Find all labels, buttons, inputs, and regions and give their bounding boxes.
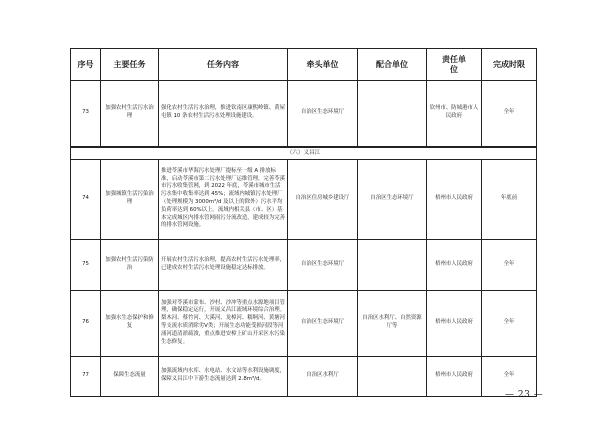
task-table — [70, 48, 537, 397]
row-task: 加强城镇生活污染治理 — [101, 159, 159, 239]
row-number: 75 — [71, 239, 101, 290]
header-lead: 牵头单位 — [288, 49, 358, 81]
row-number: 74 — [71, 159, 101, 239]
section-row — [71, 147, 537, 160]
row-lead-unit: 自治区生态环境厅 — [288, 239, 358, 290]
row-deadline: 全年 — [482, 239, 537, 290]
row-coop-unit: 自治区生态环境厅 — [358, 159, 427, 239]
row-resp-unit: 梧州市人民政府 — [427, 356, 482, 396]
row-task: 加强水生态保护和修复 — [101, 290, 159, 356]
row-content: 加强对苓溪市蒙布、沙村、沙冲等重点水源地项目管理，确保稳定运行，开展义昌江流域环境综合治理。梨木河、蔡竹河、大溪河、龙樟河、糯垌河、黄塘河等支流水质消除劣Ⅴ类；开展生态功能受损河段等河涌河道清淤疏浚，重点推进安樟上矿山开采区水污染生态修复。 — [159, 290, 288, 356]
row-number: 77 — [71, 356, 101, 396]
row-content: 强化农村生活污水治理，推进钦南区康熙岭镇、黄屋屯镇 10 条农村生活污水处理设施建设。 — [159, 81, 288, 147]
section-title: （六）义昌江 — [71, 147, 537, 160]
table-row — [71, 239, 537, 290]
row-resp-unit: 梧州市人民政府 — [427, 290, 482, 356]
row-lead-unit: 自治区生态环境厅 — [288, 81, 358, 147]
table-header-row — [71, 49, 537, 81]
row-number: 76 — [71, 290, 101, 356]
page-number: — 23 — — [505, 390, 544, 400]
row-number: 73 — [71, 81, 101, 147]
row-resp-unit: 钦州市、防城港市人民政府 — [427, 81, 482, 147]
row-coop-unit — [358, 239, 427, 290]
table-row — [71, 290, 537, 356]
row-coop-unit: 自治区水利厅、自然资源厅等 — [358, 290, 427, 356]
row-deadline: 全年 — [482, 356, 537, 396]
header-task: 主要任务 — [101, 49, 159, 81]
row-deadline: 全年 — [482, 290, 537, 356]
header-seq: 序号 — [71, 49, 101, 81]
row-content: 开展农村生活污水治理，提高农村生活污水处理率，已建成农村生活污水处理设施稳定达标排放。 — [159, 239, 288, 290]
table-row — [71, 159, 537, 239]
header-resp: 责任单位 — [427, 49, 482, 81]
row-coop-unit — [358, 81, 427, 147]
row-content: 加强流域内水库、水电站、水文站等水利设施调度，保障义昌江中下游生态流量达到 2.8m³/d。 — [159, 356, 288, 396]
row-content: 推进苓溪市华海污水处理厂提标至一级 A 排放标准，启动苓溪市第二污水处理厂运维管理，完善苓溪市污水收集管网，到 2022 年底，苓溪市城市生活污水集中收集率达到 45%；流域内城镇污水处理厂（处理规模为 3000m³/d 及以上的除外）污水平均负荷率达到 60%以上。流域内相关县（市、区）基本完成城区内排水管网雨污分流改造，建成较为完善的排水管网设施。 — [159, 159, 288, 239]
row-task: 保障生态流量 — [101, 356, 159, 396]
table-row — [71, 356, 537, 396]
row-lead-unit: 自治区生态环境厅 — [288, 290, 358, 356]
table-row — [71, 81, 537, 147]
header-content: 任务内容 — [159, 49, 288, 81]
header-deadline: 完成时限 — [482, 49, 537, 81]
row-deadline: 全年 — [482, 81, 537, 147]
row-resp-unit: 梧州市人民政府 — [427, 239, 482, 290]
row-resp-unit: 梧州市人民政府 — [427, 159, 482, 239]
row-task: 加强农村生活污水治理 — [101, 81, 159, 147]
row-task: 加强农村生活污染防治 — [101, 239, 159, 290]
row-coop-unit — [358, 356, 427, 396]
header-coop: 配合单位 — [358, 49, 427, 81]
row-deadline: 年底前 — [482, 159, 537, 239]
row-lead-unit: 自治区水利厅 — [288, 356, 358, 396]
row-lead-unit: 自治区住房城乡建设厅 — [288, 159, 358, 239]
